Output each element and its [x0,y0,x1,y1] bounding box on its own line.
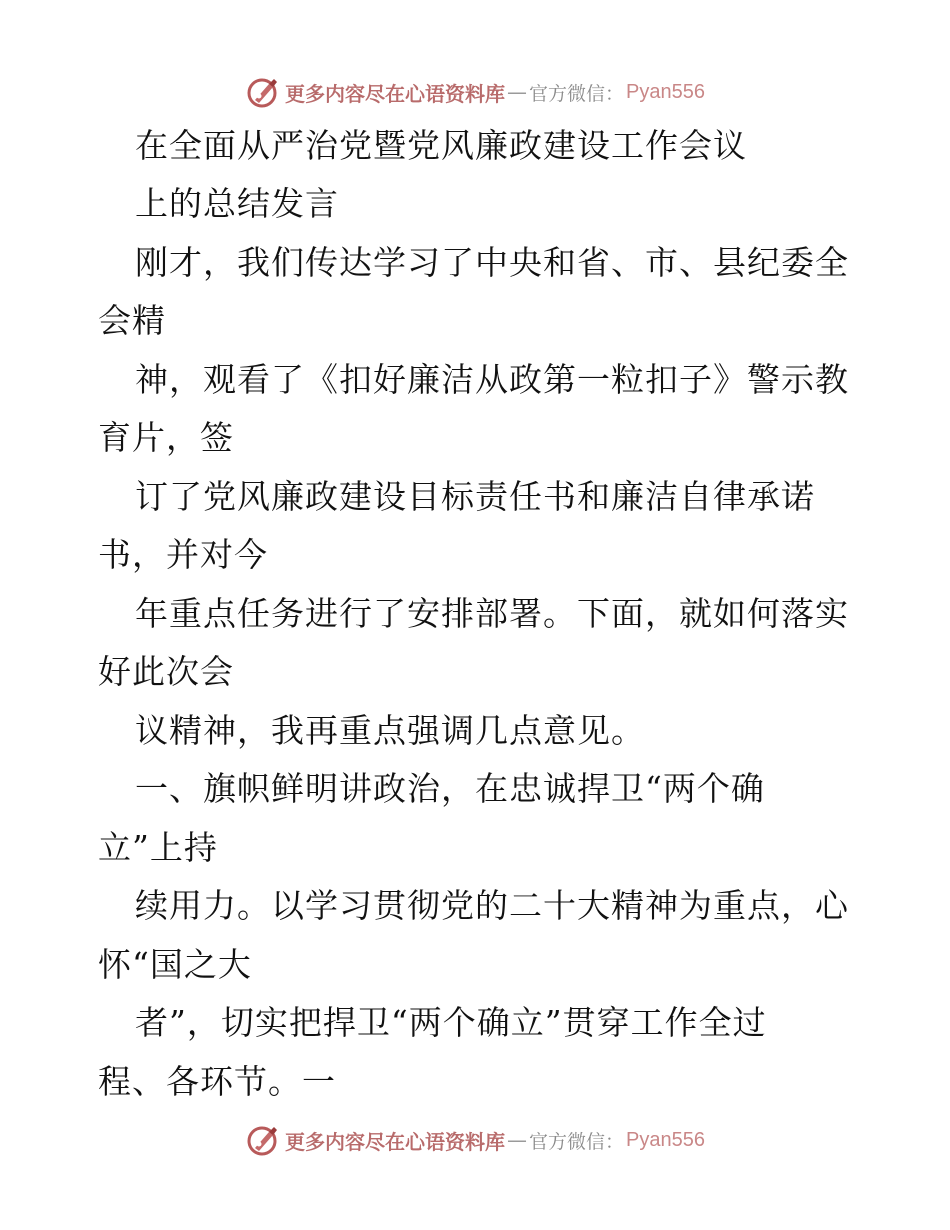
watermark-brand: 更多内容尽在心语资料库 [285,81,505,106]
doc-text-line: 续用力。以学习贯彻党的二十大精神为重点，心 [135,886,849,925]
watermark-banner-bottom [0,1120,950,1160]
doc-text-line: 育片，签 [98,418,234,457]
doc-text-line: 神，观看了《扣好廉洁从政第一粒扣子》警示教 [135,360,849,399]
doc-text-line: 好此次会 [98,652,234,691]
doc-text-line: 会精 [98,301,166,340]
doc-text-line: 书，并对今 [98,535,268,574]
watermark-separator: — [507,80,527,104]
doc-text-line: 议精神，我再重点强调几点意见。 [135,711,645,750]
doc-heading-line: 一、旗帜鲜明讲政治，在忠诚捍卫“两个确 [135,769,765,808]
watermark-separator: — [507,1128,527,1152]
doc-text-line: 程、各环节。一 [98,1062,336,1101]
doc-title-line-1: 在全面从严治党暨党风廉政建设工作会议 [135,126,747,165]
doc-text-line: 年重点任务进行了安排部署。下面，就如何落实 [135,594,849,633]
watermark-wechat-id: Pyan556 [626,80,705,103]
doc-heading-line: 立”上持 [98,828,218,867]
doc-text-line: 订了党风廉政建设目标责任书和廉洁自律承诺 [135,477,815,516]
doc-text-line: 怀“国之大 [98,945,252,984]
watermark-wechat-label: 官方微信： [529,82,625,105]
watermark-banner-top [0,72,950,112]
watermark-brand: 更多内容尽在心语资料库 [285,1129,505,1154]
watermark-wechat-label: 官方微信： [529,1130,625,1153]
doc-text-line: 刚才，我们传达学习了中央和省、市、县纪委全 [135,243,849,282]
pen-seal-icon [245,74,281,110]
pen-seal-icon [245,1122,281,1158]
doc-title-line-2: 上的总结发言 [135,184,339,223]
watermark-wechat-id: Pyan556 [626,1128,705,1151]
doc-text-line: 者”，切实把捍卫“两个确立”贯穿工作全过 [135,1003,767,1042]
